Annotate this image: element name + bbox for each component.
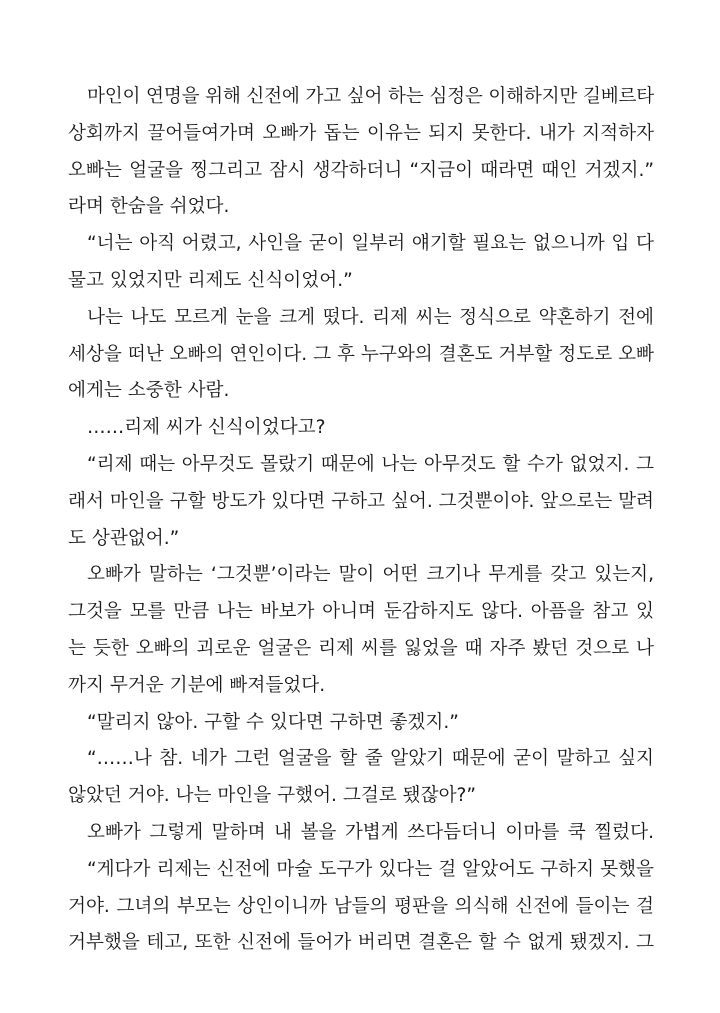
text-line: 까지 무거운 기분에 빠져들었다. (68, 674, 326, 696)
text-line: 는 듯한 오빠의 괴로운 얼굴은 리제 씨를 잃었을 때 자주 봤던 것으로 나 (68, 637, 654, 659)
text-line: 상회까지 끌어들여가며 오빠가 돕는 이유는 되지 못한다. 내가 지적하자 (68, 122, 654, 144)
text-line: 않았던 거야. 나는 마인을 구했어. 그걸로 됐잖아?” (68, 785, 477, 807)
body-text (68, 79, 720, 962)
text-line: 오빠가 그렇게 말하며 내 볼을 가볍게 쓰다듬더니 이마를 쿡 찔렀다. (87, 821, 654, 843)
text-line: 라며 한숨을 쉬었다. (68, 196, 230, 218)
text-line: “게다가 리제는 신전에 마술 도구가 있다는 걸 알았어도 구하지 못했을 (87, 858, 654, 880)
text-line: 오빠가 말하는 ‘그것뿐’이라는 말이 어떤 크기나 무게를 갖고 있는지, (87, 564, 654, 586)
text-line: 도 상관없어.” (68, 527, 180, 549)
text-line: 마인이 연명을 위해 신전에 가고 싶어 하는 심정은 이해하지만 길베르타 (87, 86, 654, 107)
text-line: “말리지 않아. 구할 수 있다면 구하면 좋겠지.” (87, 711, 459, 733)
text-line: 물고 있었지만 리제도 신식이었어.” (68, 269, 353, 291)
text-line: 에게는 소중한 사람. (68, 380, 230, 402)
text-line: “리제 때는 아무것도 몰랐기 때문에 나는 아무것도 할 수가 없었지. 그 (87, 453, 654, 475)
text-line: 세상을 떠난 오빠의 연인이다. 그 후 누구와의 결혼도 거부할 정도로 오빠 (68, 343, 654, 365)
text-line: “너는 아직 어렸고, 사인을 굳이 일부러 얘기할 필요는 없으니까 입 다 (87, 233, 654, 255)
text-line: ……리제 씨가 신식이었다고? (87, 417, 326, 439)
text-line: 오빠는 얼굴을 찡그리고 잠시 생각하더니 “지금이 때라면 때인 거겠지.” (68, 159, 654, 181)
text-line: 나는 나도 모르게 눈을 크게 떴다. 리제 씨는 정식으로 약혼하기 전에 (87, 306, 654, 328)
text-line: “……나 참. 네가 그런 얼굴을 할 줄 알았기 때문에 굳이 말하고 싶지 (87, 748, 654, 770)
text-line: 그것을 모를 만큼 나는 바보가 아니며 둔감하지도 않다. 아픔을 참고 있 (68, 601, 654, 623)
text-line: 거부했을 테고, 또한 신전에 들어가 버리면 결혼은 할 수 없게 됐겠지. 그 (68, 932, 654, 954)
text-line: 거야. 그녀의 부모는 상인이니까 남들의 평판을 의식해 신전에 들이는 걸 (68, 895, 654, 917)
text-line: 래서 마인을 구할 방도가 있다면 구하고 싶어. 그것뿐이야. 앞으로는 말려 (68, 490, 654, 512)
